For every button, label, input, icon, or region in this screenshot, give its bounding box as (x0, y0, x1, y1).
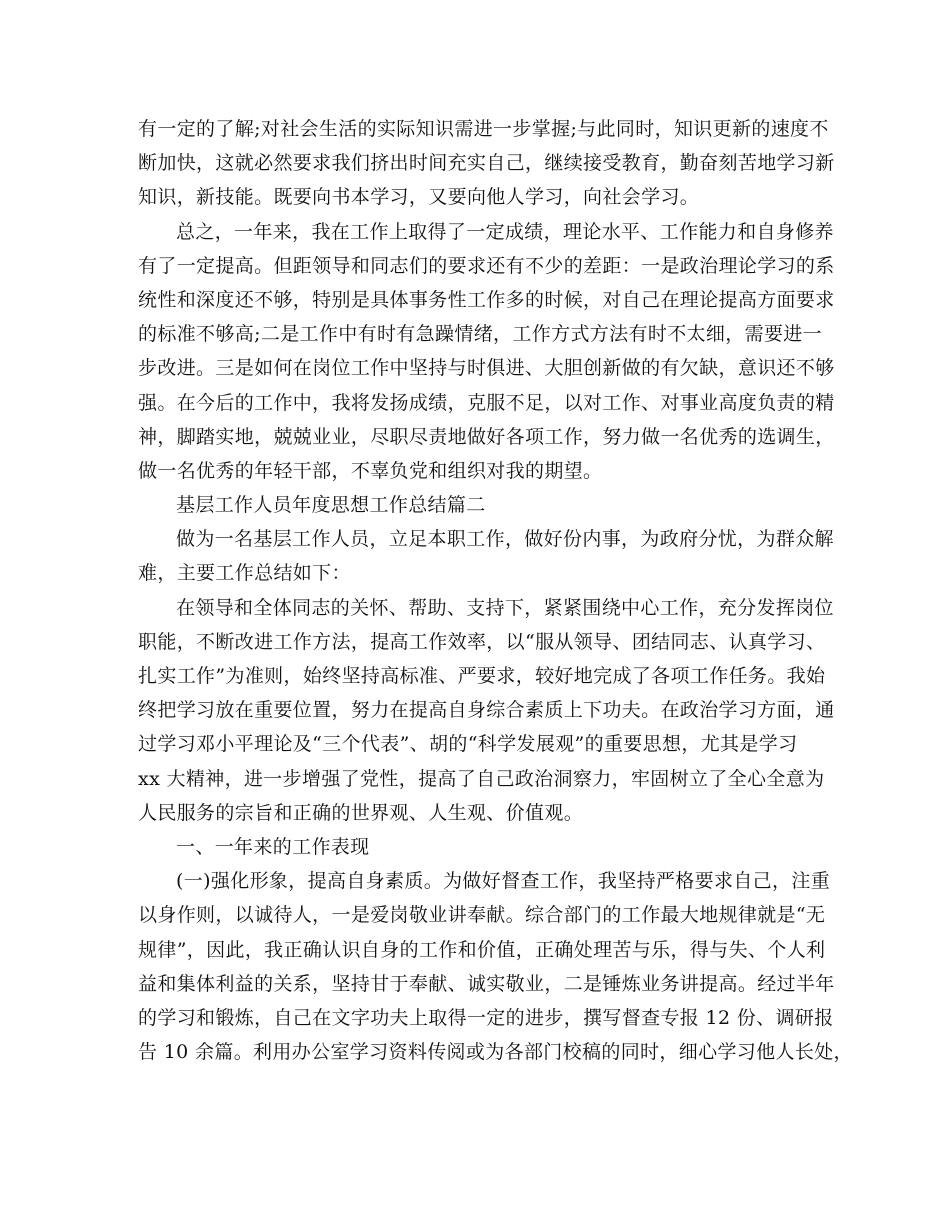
text-line: 统性和深度还不够，特别是具体事务性工作多的时候，对自己在理论提高方面要求 (138, 288, 835, 311)
text-line: 职能，不断改进工作方法，提高工作效率，以“服从领导、团结同志、认真学习、 (138, 630, 826, 653)
text-line: 神，脚踏实地，兢兢业业，尽职尽责地做好各项工作，努力做一名优秀的选调生， (138, 425, 835, 448)
text-line: 规律”，因此，我正确认识自身的工作和价值，正确处理苦与乐，得与失、个人利 (138, 938, 826, 961)
text-line: 在领导和全体同志的关怀、帮助、支持下，紧紧围绕中心工作，充分发挥岗位 (176, 596, 834, 619)
text-line: 一、一年来的工作表现 (176, 835, 370, 858)
text-line: 终把学习放在重要位置，努力在提高自身综合素质上下功夫。在政治学习方面，通 (138, 699, 835, 722)
text-line: (一)强化形象，提高自身素质。为做好督查工作，我坚持严格要求自己，注重 (176, 870, 831, 893)
text-line: 总之，一年来，我在工作上取得了一定成绩，理论水平、工作能力和自身修养 (176, 220, 834, 243)
text-line: 有一定的了解;对社会生活的实际知识需进一步掌握;与此同时，知识更新的速度不 (138, 118, 829, 140)
text-line: 有了一定提高。但距领导和同志们的要求还有不少的差距：一是政治理论学习的系 (138, 254, 835, 277)
text-line: 以身作则，以诚待人，一是爱岗敬业讲奉献。综合部门的工作最大地规律就是“无 (138, 904, 826, 927)
text-line: 益和集体利益的关系，坚持甘于奉献、诚实敬业，二是锤炼业务讲提高。经过半年 (138, 972, 835, 995)
text-line: 做一名优秀的年轻干部，不辜负党和组织对我的期望。 (138, 459, 603, 482)
text-line: 人民服务的宗旨和正确的世界观、人生观、价值观。 (138, 801, 584, 824)
text-line: 做为一名基层工作人员，立足本职工作，做好份内事，为政府分忧，为群众解 (176, 528, 834, 551)
text-line: 强。在今后的工作中，我将发扬成绩，克服不足，以对工作、对事业高度负责的精 (138, 391, 835, 414)
text-line: 过学习邓小平理论及“三个代表”、胡的“科学发展观”的重要思想，尤其是学习 (138, 733, 798, 756)
text-line: 扎实工作”为准则，始终坚持高标准、严要求，较好地完成了各项工作任务。我始 (138, 665, 826, 687)
text-line: 难，主要工作总结如下： (138, 562, 351, 585)
text-line: 基层工作人员年度思想工作总结篇二 (176, 494, 486, 517)
text-line: 告 10 余篇。利用办公室学习资料传阅或为各部门校稿的同时，细心学习他人长处， (138, 1041, 853, 1064)
document-body (138, 112, 853, 1069)
text-line: 的标准不够高;二是工作中有时有急躁情绪，工作方式方法有时不太细，需要进一 (138, 323, 823, 346)
text-line: 断加快，这就必然要求我们挤出时间充实自己，继续接受教育，勤奋刻苦地学习新 (138, 152, 835, 175)
text-line: 步改进。三是如何在岗位工作中坚持与时俱进、大胆创新做的有欠缺，意识还不够 (138, 357, 835, 380)
text-line: xx 大精神，进一步增强了党性，提高了自己政治洞察力，牢固树立了全心全意为 (138, 767, 825, 790)
text-line: 的学习和锻炼，自己在文字功夫上取得一定的进步，撰写督查专报 12 份、调研报 (138, 1006, 834, 1029)
text-line: 知识，新技能。既要向书本学习，又要向他人学习，向社会学习。 (138, 186, 700, 209)
